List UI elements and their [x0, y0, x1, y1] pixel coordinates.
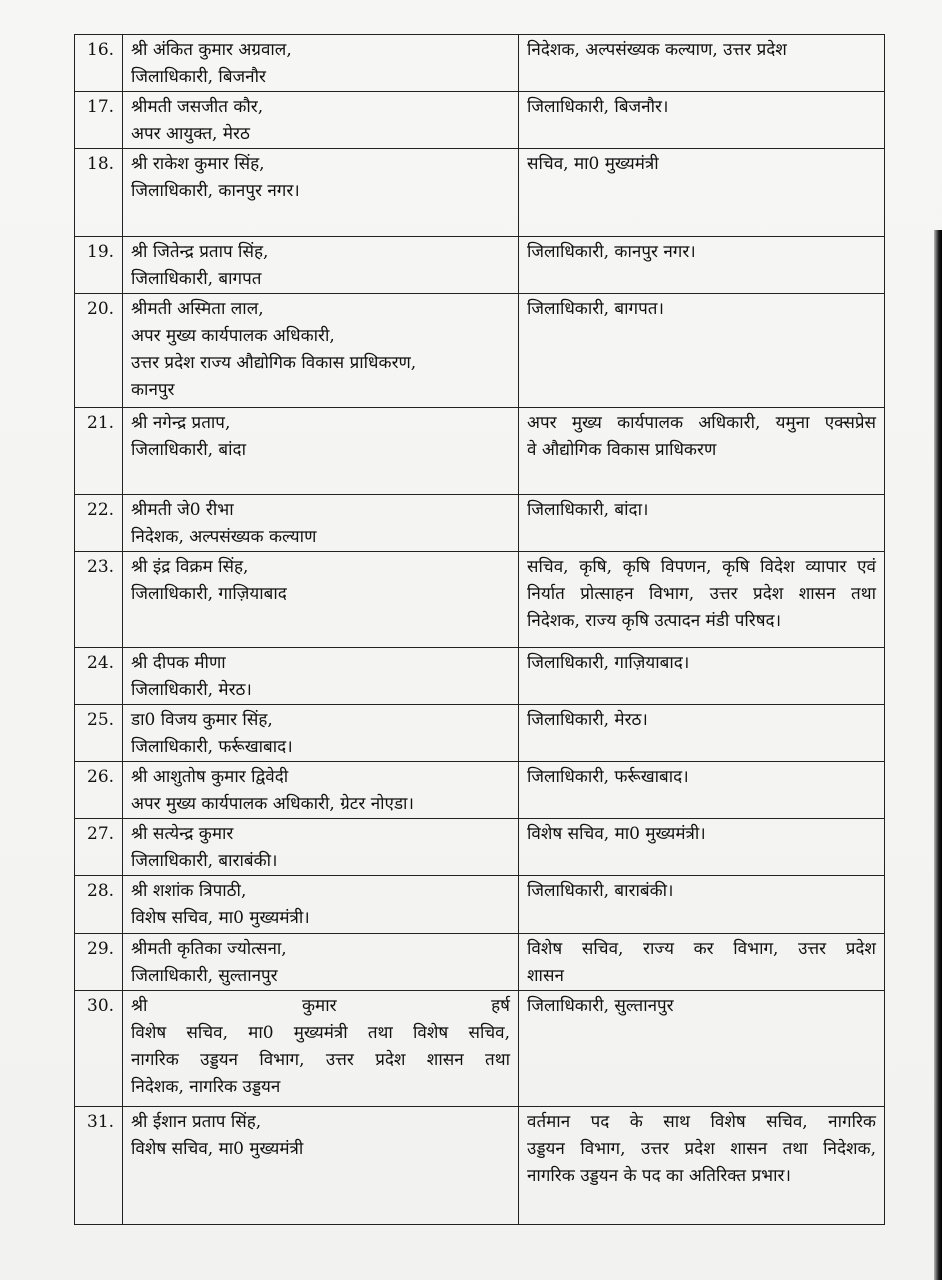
officer-line: श्री आशुतोष कुमार द्विवेदी — [131, 767, 289, 787]
officer-line: उत्तर प्रदेश राज्य औद्योगिक विकास प्राधिकरण, — [131, 353, 417, 373]
officer-line: नागरिक उड्डयन विभाग, उत्तर प्रदेश शासन तथा — [131, 1050, 510, 1070]
new-posting — [519, 237, 885, 294]
table-row — [75, 35, 885, 92]
serial-number: 31. — [75, 1107, 123, 1225]
officer-current-post — [123, 149, 519, 237]
posting-line: शासन — [527, 966, 564, 986]
officer-line: श्री अंकित कुमार अग्रवाल, — [131, 40, 292, 60]
officer-line: श्री शशांक त्रिपाठी, — [131, 881, 247, 901]
page-edge-shadow — [934, 230, 942, 1280]
officer-current-post — [123, 237, 519, 294]
posting-line: अपर मुख्य कार्यपालक अधिकारी, यमुना एक्सप्रेस — [527, 413, 876, 433]
new-posting — [519, 294, 885, 408]
posting-line: जिलाधिकारी, बागपत। — [527, 299, 664, 319]
officer-current-post — [123, 762, 519, 819]
posting-line: जिलाधिकारी, कानपुर नगर। — [527, 242, 696, 262]
table-row — [75, 648, 885, 705]
table-row — [75, 149, 885, 237]
officer-line: निदेशक, नागरिक उड्डयन — [131, 1077, 281, 1097]
officer-line: निदेशक, अल्पसंख्यक कल्याण — [131, 527, 317, 547]
officer-line: श्रीमती कृतिका ज्योत्सना, — [131, 939, 287, 959]
new-posting — [519, 648, 885, 705]
posting-line: वर्तमान पद के साथ विशेष सचिव, नागरिक — [527, 1112, 876, 1132]
table-row — [75, 705, 885, 762]
table-row — [75, 495, 885, 552]
new-posting — [519, 819, 885, 876]
table-row — [75, 408, 885, 495]
table-row — [75, 1107, 885, 1225]
officer-current-post — [123, 1107, 519, 1225]
officer-line: जिलाधिकारी, मेरठ। — [131, 680, 252, 700]
table-row — [75, 92, 885, 149]
posting-line: जिलाधिकारी, मेरठ। — [527, 710, 648, 730]
officer-current-post — [123, 991, 519, 1107]
officer-current-post — [123, 934, 519, 991]
officer-line: अपर मुख्य कार्यपालक अधिकारी, ग्रेटर नोएडा। — [131, 794, 414, 814]
table-row — [75, 991, 885, 1107]
officer-line: श्री राकेश कुमार सिंह, — [131, 154, 265, 174]
officer-line: जिलाधिकारी, बिजनौर — [131, 67, 266, 87]
serial-number: 16. — [75, 35, 123, 92]
posting-line: उड्डयन विभाग, उत्तर प्रदेश शासन तथा निदेशक, — [527, 1139, 876, 1159]
officer-current-post — [123, 876, 519, 934]
officer-line: विशेष सचिव, मा0 मुख्यमंत्री तथा विशेष सचिव, — [131, 1023, 510, 1043]
posting-line: सचिव, मा0 मुख्यमंत्री — [527, 154, 659, 174]
officer-current-post — [123, 648, 519, 705]
table-row — [75, 876, 885, 934]
serial-number: 19. — [75, 237, 123, 294]
posting-line: निदेशक, अल्पसंख्यक कल्याण, उत्तर प्रदेश — [527, 40, 787, 60]
officer-line: श्री सत्येन्द्र कुमार — [131, 824, 234, 844]
new-posting — [519, 991, 885, 1107]
posting-line: जिलाधिकारी, गाज़ियाबाद। — [527, 653, 690, 673]
officer-current-post — [123, 92, 519, 149]
officer-current-post — [123, 819, 519, 876]
officer-line: जिलाधिकारी, बाराबंकी। — [131, 851, 278, 871]
officer-current-post — [123, 294, 519, 408]
table-row — [75, 819, 885, 876]
posting-line: विशेष सचिव, राज्य कर विभाग, उत्तर प्रदेश — [527, 939, 876, 959]
officer-line: जिलाधिकारी, बागपत — [131, 269, 262, 289]
new-posting — [519, 762, 885, 819]
posting-line: जिलाधिकारी, बाराबंकी। — [527, 881, 674, 901]
new-posting — [519, 552, 885, 648]
posting-line: वे औद्योगिक विकास प्राधिकरण — [527, 440, 717, 460]
officer-current-post — [123, 408, 519, 495]
serial-number: 25. — [75, 705, 123, 762]
officer-line: श्री नगेन्द्र प्रताप, — [131, 413, 231, 433]
serial-number: 24. — [75, 648, 123, 705]
table-row — [75, 762, 885, 819]
serial-number: 21. — [75, 408, 123, 495]
table-row — [75, 294, 885, 408]
serial-number: 18. — [75, 149, 123, 237]
officer-line: श्री दीपक मीणा — [131, 653, 226, 673]
officer-line: श्री ईशान प्रताप सिंह, — [131, 1112, 262, 1132]
officer-current-post — [123, 35, 519, 92]
table-row — [75, 237, 885, 294]
posting-line: विशेष सचिव, मा0 मुख्यमंत्री। — [527, 824, 706, 844]
officer-line: अपर मुख्य कार्यपालक अधिकारी, — [131, 326, 335, 346]
officer-line: जिलाधिकारी, गाज़ियाबाद — [131, 584, 287, 604]
posting-line: जिलाधिकारी, बिजनौर। — [527, 97, 669, 117]
new-posting — [519, 705, 885, 762]
officer-line: श्रीमती जे0 रीभा — [131, 500, 234, 520]
serial-number: 20. — [75, 294, 123, 408]
posting-line: जिलाधिकारी, बांदा। — [527, 500, 649, 520]
officer-current-post — [123, 495, 519, 552]
officer-line: श्रीमती अस्मिता लाल, — [131, 299, 264, 319]
officer-line: श्री कुमार हर्ष — [131, 996, 510, 1016]
new-posting — [519, 934, 885, 991]
table-row — [75, 934, 885, 991]
officer-line: जिलाधिकारी, बांदा — [131, 440, 246, 460]
serial-number: 28. — [75, 876, 123, 934]
officer-line: जिलाधिकारी, कानपुर नगर। — [131, 181, 300, 201]
officer-line: अपर आयुक्त, मेरठ — [131, 124, 250, 144]
serial-number: 22. — [75, 495, 123, 552]
transfer-orders-table — [74, 34, 885, 1225]
new-posting — [519, 876, 885, 934]
serial-number: 26. — [75, 762, 123, 819]
table-row — [75, 552, 885, 648]
posting-line: जिलाधिकारी, फर्रूखाबाद। — [527, 767, 689, 787]
posting-line: निर्यात प्रोत्साहन विभाग, उत्तर प्रदेश शासन तथा — [527, 584, 876, 604]
new-posting — [519, 495, 885, 552]
serial-number: 17. — [75, 92, 123, 149]
posting-line: जिलाधिकारी, सुल्तानपुर — [527, 996, 674, 1016]
officer-line: जिलाधिकारी, सुल्तानपुर — [131, 966, 278, 986]
posting-line: सचिव, कृषि, कृषि विपणन, कृषि विदेश व्यापार एवं — [527, 557, 876, 577]
new-posting — [519, 149, 885, 237]
officer-line: विशेष सचिव, मा0 मुख्यमंत्री — [131, 1139, 304, 1159]
new-posting — [519, 92, 885, 149]
serial-number: 30. — [75, 991, 123, 1107]
officer-current-post — [123, 552, 519, 648]
officer-line: कानपुर — [131, 380, 175, 400]
new-posting — [519, 408, 885, 495]
officer-line: श्री जितेन्द्र प्रताप सिंह, — [131, 242, 269, 262]
posting-line: निदेशक, राज्य कृषि उत्पादन मंडी परिषद। — [527, 611, 782, 631]
officer-line: डा0 विजय कुमार सिंह, — [131, 710, 273, 730]
serial-number: 29. — [75, 934, 123, 991]
serial-number: 23. — [75, 552, 123, 648]
posting-line: नागरिक उड्डयन के पद का अतिरिक्त प्रभार। — [527, 1166, 791, 1186]
officer-line: विशेष सचिव, मा0 मुख्यमंत्री। — [131, 908, 310, 928]
table-body — [75, 35, 885, 1225]
officer-current-post — [123, 705, 519, 762]
officer-line: श्री इंद्र विक्रम सिंह, — [131, 557, 249, 577]
officer-line: जिलाधिकारी, फर्रूखाबाद। — [131, 737, 293, 757]
new-posting — [519, 1107, 885, 1225]
officer-line: श्रीमती जसजीत कौर, — [131, 97, 264, 117]
new-posting — [519, 35, 885, 92]
serial-number: 27. — [75, 819, 123, 876]
